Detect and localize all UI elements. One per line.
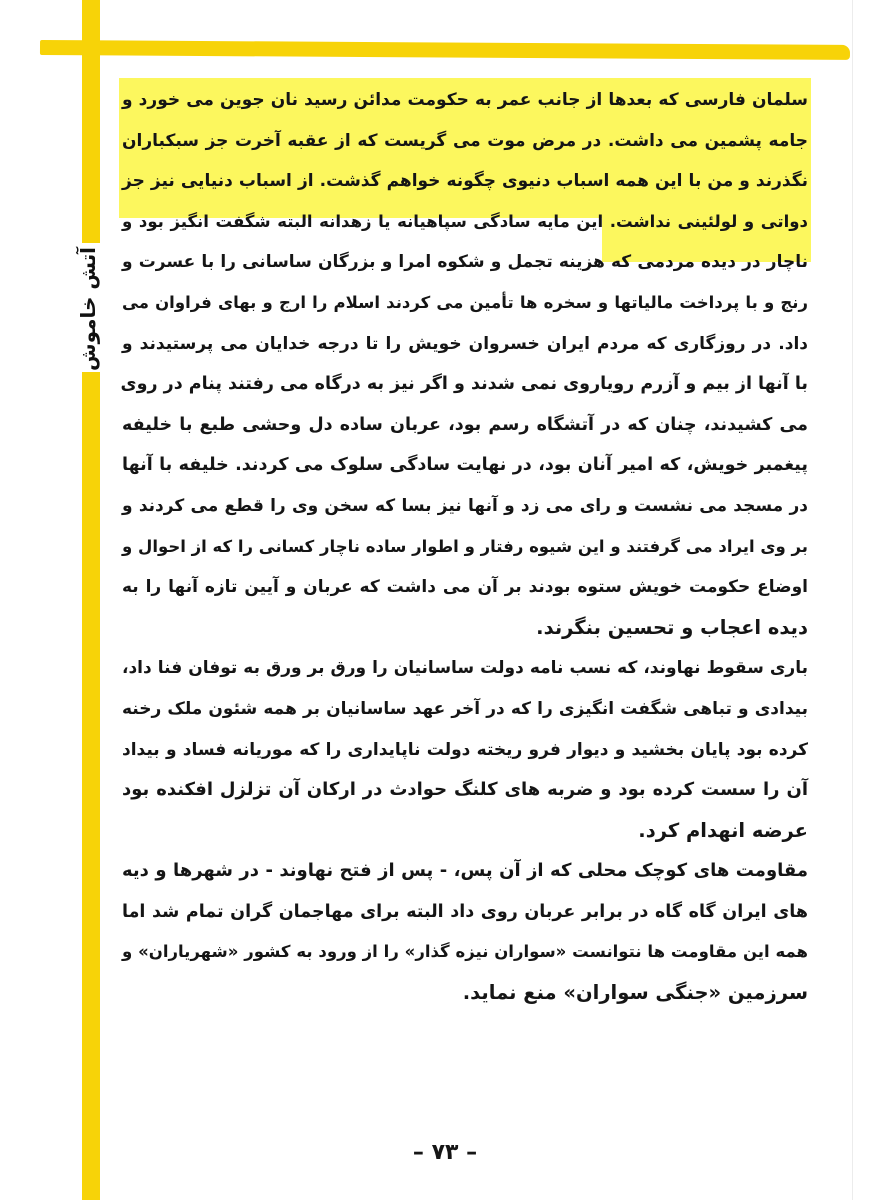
text-line: نگذرند و من با این همه اسباب دنیوی چگونه خواهم گذشت. از اسباب دنیایی نیز جز <box>122 171 808 192</box>
running-title-text: آتش خاموش <box>76 246 101 372</box>
text-line: رنج و با پرداخت مالیاتها و سخره ها تأمین می کردند اسلام را ارج و بهای فراوان می <box>122 292 808 312</box>
text-line: اوضاع حکومت خویش ستوه بودند بر آن می داشت که عربان و آیین تازه آنها را به <box>122 577 808 598</box>
text-line: با آنها از بیم و آزرم رویاروی نمی شدند و اگر نیز به درگاه می رفتند پنام در روی <box>120 374 808 395</box>
text-line: مقاومت های کوچک محلی که از آن پس، - پس از فتح نهاوند - در شهرها و دیه <box>122 860 808 882</box>
text-line: کرده بود پایان بخشید و دیوار فرو ریخته دولت ناپایداری را که موریانه فساد و بیداد <box>122 739 808 760</box>
body-text <box>122 80 808 1014</box>
marker-line-horizontal <box>40 40 850 60</box>
text-line: دیده اعجاب و تحسین بنگرند. <box>536 615 808 639</box>
text-line: داد. در روزگاری که مردم ایران خسروان خویش را تا درجه خدایان می پرستیدند و <box>122 333 808 354</box>
text-line: همه این مقاومت ها نتوانست «سواران نیزه گذار» را از ورود به کشور «شهریاران» و <box>122 942 808 962</box>
text-line: سلمان فارسی که بعدها از جانب عمر به حکومت مدائن رسید نان جوین می خورد و <box>122 90 808 110</box>
text-line: دواتی و لولئینی نداشت. این مایه سادگی سپاهیانه یا زهدانه البته شگفت انگیز بود و <box>122 211 808 231</box>
text-line: ناچار در دیده مردمی که هزینه تجمل و شکوه امرا و بزرگان ساسانی را با عسرت و <box>122 252 808 273</box>
marker-line-vertical-top <box>82 0 100 243</box>
marker-line-vertical-bottom <box>82 372 100 1200</box>
page-edge <box>852 0 853 1200</box>
text-line: بر وی ایراد می گرفتند و این شیوه رفتار و اطوار ساده ناچار کسانی را که از احوال و <box>122 536 808 556</box>
text-line: های ایران گاه گاه در برابر عربان روی داد البته برای مهاجمان گران تمام شد اما <box>122 901 808 922</box>
text-line: باری سقوط نهاوند، که نسب نامه دولت ساسانیان را ورق بر ورق به توفان فنا داد، <box>122 658 808 679</box>
text-line: در مسجد می نشست و رای می زد و آنها نیز بسا که سخن وی را قطع می کردند و <box>122 495 808 516</box>
text-line: عرضه انهدام کرد. <box>638 818 808 842</box>
text-line: می کشیدند، چنان که در آتشگاه رسم بود، عربان ساده دل وحشی طبع با خلیفه <box>122 414 808 435</box>
text-line: پیغمبر خویش، که امیر آنان بود، در نهایت سادگی سلوک می کردند. خلیفه با آنها <box>122 455 808 476</box>
text-line: جامه پشمین می داشت. در مرض موت می گریست که از عقبه آخرت جز سبکباران <box>122 130 808 151</box>
text-line: سرزمین «جنگی سواران» منع نماید. <box>462 981 808 1005</box>
page-number: – ۷۳ – <box>412 1140 478 1165</box>
text-line: بیدادی و تباهی شگفت انگیزی را که در آخر عهد ساسانیان بر همه شئون ملک رخنه <box>122 698 808 719</box>
text-line: آن را سست کرده بود و ضربه های کلنگ حوادث در ارکان آن تزلزل افکنده بود <box>122 779 808 801</box>
running-title <box>58 246 118 372</box>
